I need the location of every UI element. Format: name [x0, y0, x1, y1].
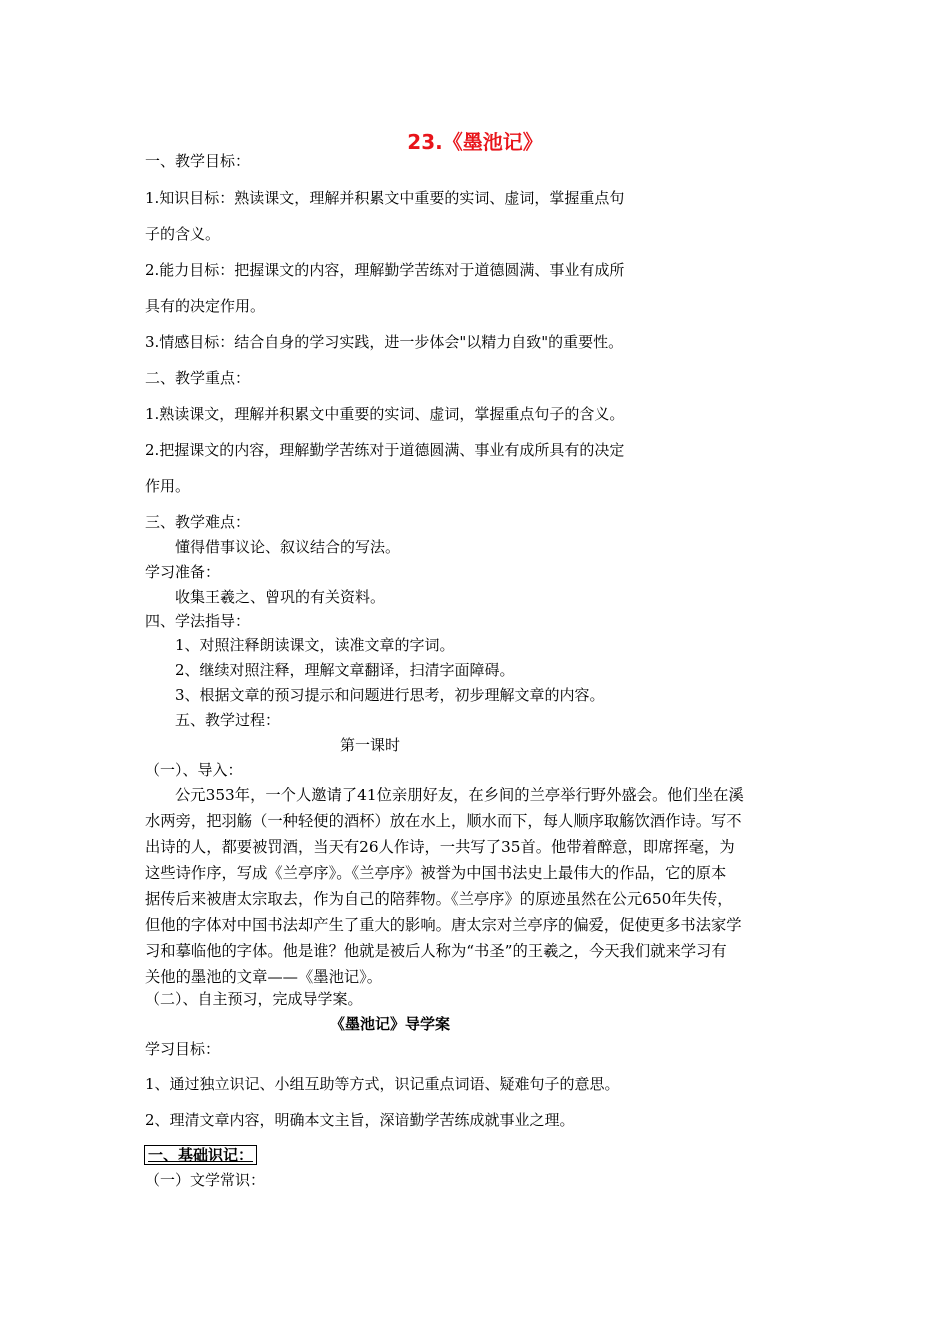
guide-goals-heading: 学习目标：	[145, 1040, 221, 1058]
page-title: 23.《墨池记》	[407, 130, 543, 154]
intro-heading: （一）、导入：	[145, 761, 243, 779]
difficulty-item: 懂得借事议论、叙议结合的写法。	[175, 538, 401, 556]
section-heading-preparation: 学习准备：	[145, 563, 221, 581]
study-method-1: 1、对照注释朗读课文，读准文章的字词。	[175, 636, 455, 654]
self-study-heading: （二）、自主预习，完成导学案。	[145, 990, 363, 1008]
intro-paragraph	[145, 782, 805, 990]
intro-line: 出诗的人，都要被罚酒，当天有26人作诗，一共写了35首。他带着醉意，即席挥毫，为	[145, 838, 735, 856]
section-heading-process: 五、教学过程：	[175, 711, 281, 729]
guide-title: 《墨池记》导学案	[330, 1015, 451, 1033]
section-heading-objectives: 一、教学目标：	[145, 152, 251, 170]
preparation-item: 收集王羲之、曾巩的有关资料。	[175, 588, 386, 606]
intro-line: 这些诗作序，写成《兰亭序》。《兰亭序》被誉为中国书法史上最伟大的作品，它的原本	[145, 864, 727, 882]
objective-3: 3.情感目标：结合自身的学习实践，进一步体会"以精力自致"的重要性。	[145, 333, 624, 351]
key-point-2-line-2: 作用。	[145, 477, 191, 495]
intro-line: 关他的墨池的文章——《墨池记》。	[145, 968, 383, 986]
objective-2-line-2: 具有的决定作用。	[145, 297, 266, 315]
key-point-1: 1.熟读课文，理解并积累文中重要的实词、虚词，掌握重点句子的含义。	[145, 405, 625, 423]
section-heading-key-points: 二、教学重点：	[145, 369, 251, 387]
objective-1-line-1: 1.知识目标：熟读课文，理解并积累文中重要的实词、虚词，掌握重点句	[145, 189, 625, 207]
key-point-2-line-1: 2.把握课文的内容，理解勤学苦练对于道德圆满、事业有成所具有的决定	[145, 441, 625, 459]
intro-line: 据传后来被唐太宗取去，作为自己的陪葬物。《兰亭序》的原迹虽然在公元650年失传，	[145, 890, 733, 908]
section-heading-difficulties: 三、教学难点：	[145, 513, 251, 531]
intro-line: 水两旁，把羽觞（一种轻便的酒杯）放在水上，顺水而下，每人顺序取觞饮酒作诗。写不	[145, 812, 742, 830]
study-method-2: 2、继续对照注释，理解文章翻译，扫清字面障碍。	[175, 661, 515, 679]
guide-goal-1: 1、通过独立识记、小组互助等方式，识记重点词语、疑难句子的意思。	[145, 1075, 620, 1093]
objective-2-line-1: 2.能力目标：把握课文的内容，理解勤学苦练对于道德圆满、事业有成所	[145, 261, 625, 279]
intro-line: 习和摹临他的字体。他是谁？他就是被后人称为“书圣”的王羲之，今天我们就来学习有	[145, 942, 727, 960]
literature-heading: （一）文学常识：	[145, 1171, 266, 1189]
study-method-3: 3、根据文章的预习提示和问题进行思考，初步理解文章的内容。	[175, 686, 605, 704]
lesson-label: 第一课时	[340, 736, 401, 754]
basics-heading	[144, 1146, 257, 1164]
intro-line: 公元353年，一个人邀请了41位亲朋好友，在乡间的兰亭举行野外盛会。他们坐在溪	[175, 786, 744, 804]
guide-goal-2: 2、理清文章内容，明确本文主旨，深谙勤学苦练成就事业之理。	[145, 1111, 575, 1129]
section-heading-study-method: 四、学法指导：	[145, 612, 251, 630]
intro-line: 但他的字体对中国书法却产生了重大的影响。唐太宗对兰亭序的偏爱，促使更多书法家学	[145, 916, 742, 934]
objective-1-line-2: 子的含义。	[145, 225, 221, 243]
basics-heading-box: 一、基础识记：	[144, 1145, 257, 1165]
